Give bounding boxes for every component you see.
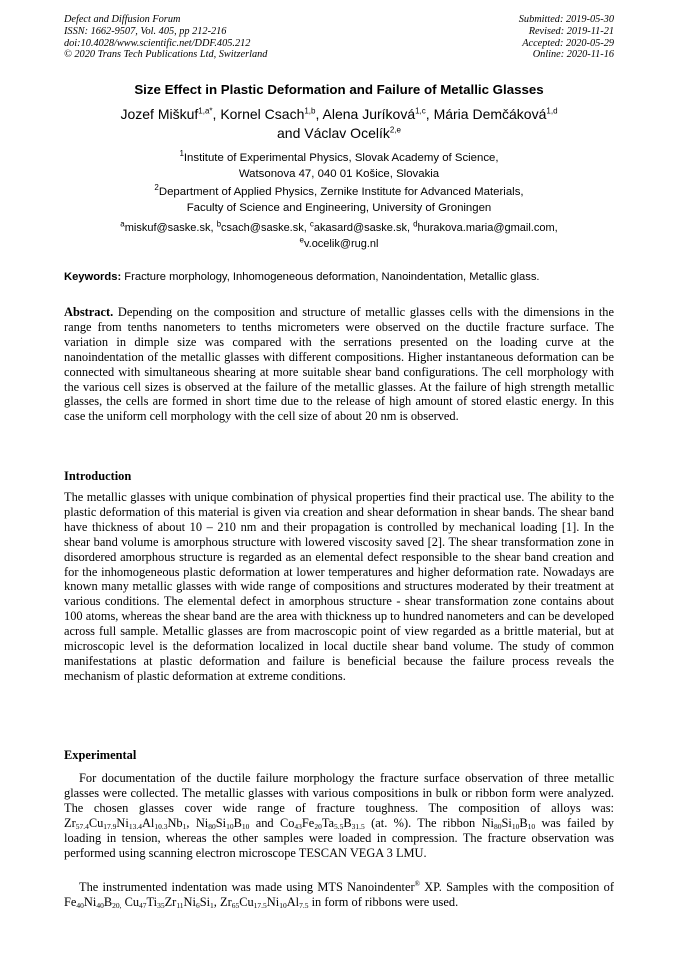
paragraph-text: in form of ribbons were used. — [308, 894, 459, 909]
formula-element: Nb — [167, 815, 183, 830]
formula-subscript: 13.4 — [128, 821, 142, 831]
abstract-text: Depending on the composition and structure of metallic glasses cells with the dimensions in the range from tenths nanometers to tenths micrometers were observed on the ductile fracture surface. The variation in dimple size was compared with the serrations presented on the loading curve at the nanoindentation of the metallic glasses with different compositions. Higher instantaneous deformation can be connected with simultaneous shearing at more suitable shear band configurations. The cell morphology with the various cell sizes is observed at the failure of the metallic glasses. At the failure of high strength metallic glasses, the cells are formed in short time due to the release of high amount of stored elastic energy. In this case the uniform cell morphology with the cell size of about 20 nm is observed. — [64, 305, 614, 424]
formula-element: Si — [215, 815, 227, 830]
revised-date: Revised: 2019-11-21 — [528, 25, 614, 37]
formula-subscript: 17.9 — [103, 821, 117, 831]
formula-subscript: 80 — [494, 821, 502, 831]
email-mark: e — [299, 234, 304, 244]
formula-element: Ti — [146, 894, 158, 909]
affiliation-mark: 2 — [154, 183, 159, 193]
author-affiliation-mark: 1,d — [546, 106, 558, 116]
formula-subscript: 80 — [208, 821, 216, 831]
author-name: Jozef Miškuf — [120, 106, 199, 122]
paper-title: Size Effect in Plastic Deformation and Failure of Metallic Glasses — [134, 82, 544, 97]
email-mark: c — [309, 219, 314, 229]
email-mark: a — [120, 219, 125, 229]
journal-name: Defect and Diffusion Forum — [64, 14, 181, 25]
formula-element: B — [233, 815, 242, 830]
formula-subscript: 40 — [96, 900, 104, 910]
author-affiliation-mark: 2,e — [389, 125, 401, 135]
formula-subscript: 7.5 — [299, 900, 309, 910]
formula-element: B — [343, 815, 352, 830]
email-mark: b — [216, 219, 222, 229]
author-separator: , — [425, 106, 434, 122]
paragraph-text: (at. %). The ribbon — [364, 815, 482, 830]
formula-subscript: 10 — [527, 821, 536, 831]
experimental-paragraph-2 — [64, 880, 614, 910]
paragraph-text: was failed by loading in tension, whereas the other samples were loaded in compression. The fracture observation was performed using scanning electron microscope TESCAN VEGA 3 LMU. — [64, 815, 614, 860]
header-right — [519, 14, 614, 61]
formula-subscript: 1 — [182, 821, 187, 831]
formula-element: B — [519, 815, 528, 830]
keywords — [64, 271, 624, 283]
formula-subscript: 20, — [112, 900, 122, 910]
abstract — [64, 305, 614, 424]
formula-element: Zr — [220, 894, 232, 909]
formula-element: Ni — [481, 815, 494, 830]
section-heading-experimental: Experimental — [64, 748, 137, 762]
formula-element: Cu — [239, 894, 254, 909]
alloy-formula — [482, 816, 536, 830]
formula-subscript: 10 — [226, 821, 234, 831]
affiliation-mark: 1 — [179, 149, 184, 159]
formula-subscript: 10 — [241, 821, 250, 831]
email: hurakova.maria@gmail.com, — [417, 222, 558, 234]
author-list — [40, 105, 638, 143]
formula-element: Cu — [88, 815, 104, 830]
formula-subscript: 1 — [210, 900, 214, 910]
formula-subscript: 10 — [511, 821, 520, 831]
formula-subscript: 65 — [231, 900, 240, 910]
keywords-label: Keywords: — [64, 271, 122, 283]
paragraph-text: , — [213, 894, 220, 909]
formula-subscript: 31.5 — [351, 821, 365, 831]
formula-element: Fe — [64, 894, 77, 909]
formula-element: B — [103, 894, 113, 909]
formula-subscript: 35 — [157, 900, 165, 910]
formula-subscript: 11 — [176, 900, 184, 910]
author-affiliation-mark: 1,b — [304, 106, 316, 116]
formula-element: Ni — [83, 894, 97, 909]
affiliation-line: Faculty of Science and Engineering, University of Groningen — [186, 202, 492, 214]
author-name: Alena Juríková — [322, 106, 416, 122]
affiliation-line: Watsonova 47, 040 01 Košice, Slovakia — [238, 168, 440, 180]
formula-subscript: 47 — [139, 900, 147, 910]
author-name: Mária Demčáková — [433, 106, 547, 122]
formula-element: Fe — [301, 815, 315, 830]
formula-subscript: 10 — [279, 900, 287, 910]
formula-element: Zr — [64, 815, 76, 830]
formula-element: Co — [279, 815, 295, 830]
experimental-paragraph-1 — [64, 771, 614, 860]
email: akasard@saske.sk, — [313, 222, 414, 234]
alloy-formula — [125, 895, 214, 909]
formula-subscript: 10.3 — [154, 821, 168, 831]
formula-subscript: 20 — [314, 821, 322, 831]
author-affiliation-mark: 1,c — [415, 106, 426, 116]
affiliation-1 — [40, 150, 638, 182]
author-name: and Václav Ocelík — [277, 125, 390, 141]
paragraph-text: The instrumented indentation was made using MTS Nanoindenter — [79, 880, 415, 894]
alloy-formula — [64, 816, 186, 830]
keywords-text: Fracture morphology, Inhomogeneous deformation, Nanoindentation, Metallic glass. — [121, 271, 540, 283]
alloy-formula — [64, 895, 121, 909]
paragraph-text: For documentation of the ductile failure morphology the fracture surface observation of three metallic glasses were collected. The metallic glasses with various compositions in bulk or ribbon form were analyzed. The chosen glasses cover wide range of fracture toughness. The composition of alloys was: — [64, 771, 614, 815]
formula-subscript: 17.5 — [253, 900, 267, 910]
formula-subscript: 57.4 — [75, 821, 89, 831]
affiliation-line: Department of Applied Physics, Zernike Institute for Advanced Materials, — [158, 186, 524, 198]
formula-element: Si — [501, 815, 512, 830]
introduction-paragraph: The metallic glasses with unique combination of physical properties find their practical use. The ability to the plastic deformation of this material is given via creation and shear deformation in shear bands. The shear band have thickness of about 10 – 210 nm and their propagation is controlled by mechanical loading [1]. In the shear band volume is amorphous structure with lowered viscosity saved [2]. The shear transformation zone in disordered amorphous structure is regarded as an elemental defect responsible to the shear band creation and for the inhomogeneous plastic deformation at lower temperatures and higher deformation rate. Nowadays are known many metallic glasses with wide range of compositions and structures moderated by their treatment at various conditions. The elemental defect in amorphous structure - shear transformation zone contains about 100 atoms, whereas the shear band are the area with thickness up to hundred nanometers and can be developed across full sample. Metallic glasses are from macroscopic point of view regarded as a brittle material, but at microscopic level is the deformation localized in local ductile shear band volume. The study of common manifestations at plastic deformation and failure is beneficial because the failure process reveals the mechanism of plastic deformation at extreme conditions. — [64, 490, 614, 683]
email-list — [40, 221, 638, 252]
formula-element: Ni — [266, 894, 280, 909]
formula-subscript: 43 — [294, 821, 302, 831]
accepted-date: Accepted: 2020-05-29 — [522, 37, 614, 49]
online-date: Online: 2020-11-16 — [532, 49, 614, 61]
alloy-formula — [220, 895, 308, 909]
formula-element: Ta — [321, 815, 335, 830]
alloy-formula — [280, 816, 365, 830]
formula-element: Ni — [116, 815, 129, 830]
section-heading-introduction: Introduction — [64, 469, 132, 483]
issn: ISSN: 1662-9507, Vol. 405, pp 212-216 — [64, 25, 227, 37]
author-affiliation-mark: 1,a* — [198, 106, 213, 116]
formula-subscript: 5.5 — [334, 821, 344, 831]
formula-element: Al — [286, 894, 300, 909]
formula-element: Si — [199, 894, 211, 909]
header-left — [64, 14, 267, 61]
paragraph-text: and — [249, 815, 280, 830]
affiliation-2 — [40, 184, 638, 216]
doi: doi:10.4028/www.scientific.net/DDF.405.212 — [64, 37, 251, 49]
email: miskuf@saske.sk, — [124, 222, 217, 234]
formula-element: Al — [141, 815, 155, 830]
author-separator: , — [315, 106, 323, 122]
alloy-formula — [196, 816, 250, 830]
author-separator: , — [212, 106, 221, 122]
affiliation-line: Institute of Experimental Physics, Slovak Academy of Science, — [183, 152, 499, 164]
paragraph-text: , — [186, 815, 196, 830]
formula-element: Cu — [124, 894, 140, 909]
email-mark: d — [413, 219, 418, 229]
formula-element: Ni — [183, 894, 196, 909]
abstract-label: Abstract. — [64, 305, 114, 319]
formula-subscript: 40 — [76, 900, 84, 910]
email: csach@saske.sk, — [221, 222, 310, 234]
formula-element: Ni — [195, 815, 209, 830]
registered-mark: ® — [414, 879, 420, 888]
paragraph-text: XP. Samples with the composition of — [419, 880, 614, 894]
submitted-date: Submitted: 2019-05-30 — [518, 14, 614, 25]
email: v.ocelik@rug.nl — [303, 237, 379, 250]
copyright: © 2020 Trans Tech Publications Ltd, Switzerland — [64, 49, 268, 61]
formula-subscript: 6 — [195, 900, 200, 910]
author-name: Kornel Csach — [220, 106, 305, 122]
formula-element: Zr — [164, 894, 177, 909]
